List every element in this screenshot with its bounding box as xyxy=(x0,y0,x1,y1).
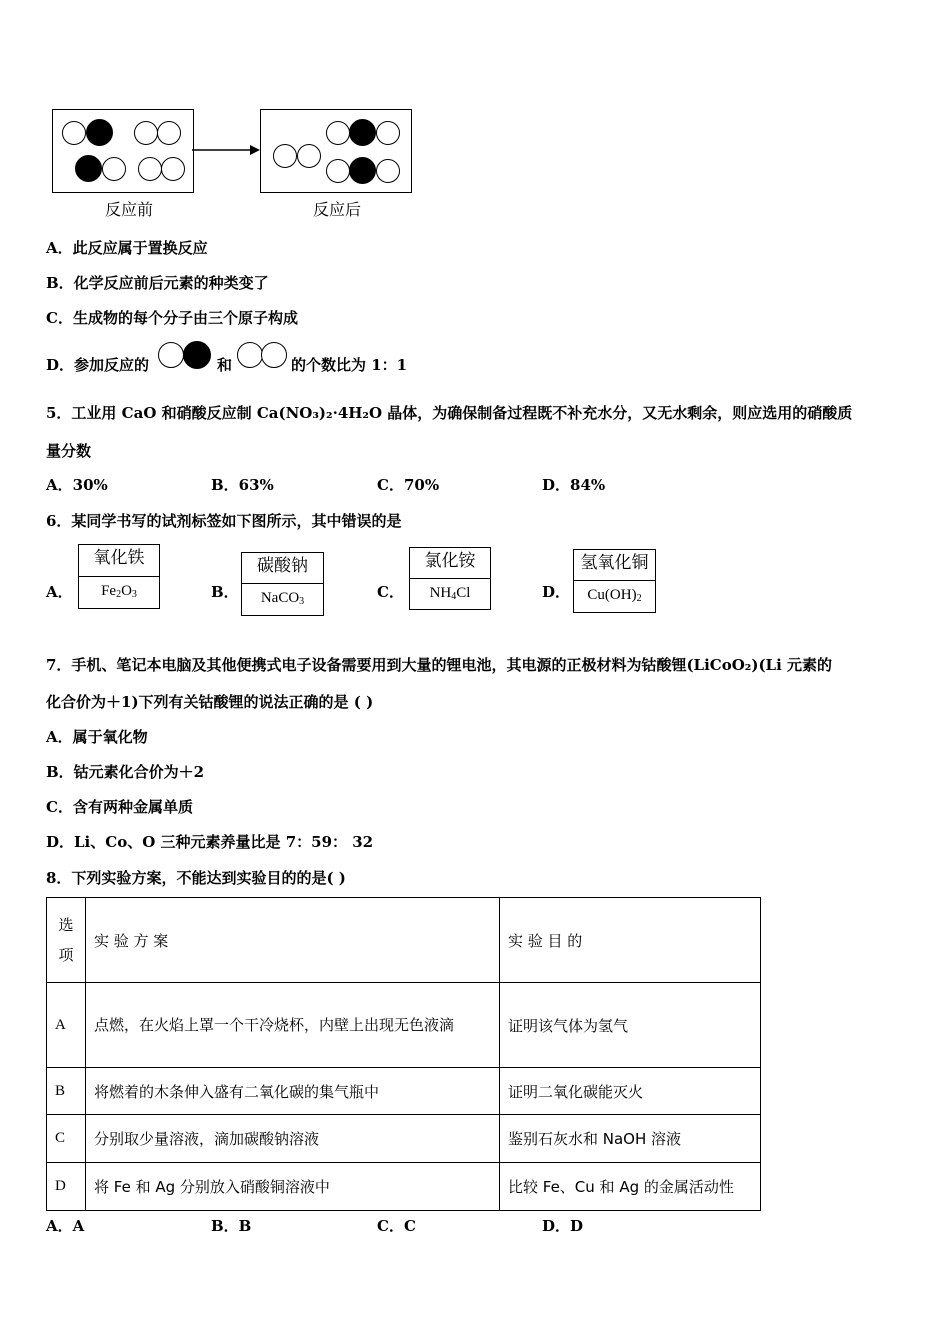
black-atom xyxy=(86,119,113,146)
q8-option-c: C．C xyxy=(377,1217,416,1235)
white-atom xyxy=(326,159,350,183)
reagent-formula: $Fe_2O_3$ xyxy=(101,582,137,600)
q7-option-b: B．钴元素化合价为＋2 xyxy=(46,763,205,781)
q8-option-d: D．D xyxy=(542,1217,584,1235)
reagent-formula: $Cu(OH)_2$ xyxy=(587,587,642,604)
table-row xyxy=(47,1115,761,1163)
q4-option-b: B．化学反应前后元素的种类变了 xyxy=(46,274,269,292)
white-atom xyxy=(273,144,297,168)
row-goal: 比较 Fe、Cu 和 Ag 的金属活动性 xyxy=(500,1163,761,1211)
row-option: C xyxy=(47,1115,86,1163)
white-atom xyxy=(261,342,287,368)
q7-option-a: A．属于氧化物 xyxy=(46,728,148,746)
white-atom xyxy=(237,342,263,368)
q7-stem-line2: 化合价为＋1)下列有关钴酸锂的说法正确的是 ( ) xyxy=(46,693,374,711)
table-row xyxy=(47,1163,761,1211)
white-atom xyxy=(376,121,400,145)
row-plan: 分别取少量溶液，滴加碳酸钠溶液 xyxy=(86,1115,500,1163)
white-atom xyxy=(376,159,400,183)
q6-letter-a: A． xyxy=(46,583,73,601)
reagent-name: 氯化铵 xyxy=(410,548,490,579)
reagent-name: 碳酸钠 xyxy=(242,553,323,584)
row-option: B xyxy=(47,1068,86,1115)
reagent-formula: NaCO$_3$ xyxy=(260,590,305,607)
white-atom xyxy=(138,157,162,181)
q5-stem-line1: 5．工业用 CaO 和硝酸反应制 Ca(NO₃)₂·4H₂O 晶体，为确保制备过程既不补充水分，又无水剩余，则应选用的硝酸质 xyxy=(46,404,853,422)
black-atom xyxy=(349,119,376,146)
row-goal: 证明该气体为氢气 xyxy=(500,983,761,1068)
white-atom xyxy=(297,144,321,168)
white-atom xyxy=(158,342,184,368)
reagent-label-d xyxy=(573,549,656,613)
q5-option-b: B．63% xyxy=(211,476,274,494)
caption-before: 反应前 xyxy=(105,200,154,219)
black-atom xyxy=(75,155,102,182)
reagent-name: 氧化铁 xyxy=(79,545,159,577)
table-row xyxy=(47,983,761,1068)
q5-option-a: A．30% xyxy=(46,476,108,494)
black-atom xyxy=(183,341,211,369)
q7-stem-line1: 7．手机、笔记本电脑及其他便携式电子设备需要用到大量的锂电池，其电源的正极材料为钴酸锂(LiCoO₂)(Li 元素的 xyxy=(46,656,833,674)
q4-option-d-and: 和 xyxy=(217,356,233,374)
experiment-table xyxy=(46,897,761,1211)
q6-letter-b: B． xyxy=(211,583,239,601)
white-atom xyxy=(326,121,350,145)
row-plan: 将燃着的木条伸入盛有二氧化碳的集气瓶中 xyxy=(86,1068,500,1115)
reagent-label-c xyxy=(409,547,491,610)
q6-stem: 6．某同学书写的试剂标签如下图所示，其中错误的是 xyxy=(46,512,402,530)
header-plan: 实 验 方 案 xyxy=(86,898,500,983)
table-row xyxy=(47,1068,761,1115)
q4-option-c: C．生成物的每个分子由三个原子构成 xyxy=(46,309,298,327)
q8-option-b: B．B xyxy=(211,1217,252,1235)
reagent-name: 氢氧化铜 xyxy=(574,550,655,581)
row-plan: 点燃，在火焰上罩一个干冷烧杯，内壁上出现无色液滴 xyxy=(86,983,500,1068)
q5-stem-line2: 量分数 xyxy=(46,442,92,460)
q6-letter-c: C． xyxy=(377,583,404,601)
row-option: A xyxy=(47,983,86,1068)
reagent-label-a xyxy=(78,544,160,609)
row-goal: 证明二氧化碳能灭火 xyxy=(500,1068,761,1115)
row-goal: 鉴别石灰水和 NaOH 溶液 xyxy=(500,1115,761,1163)
q5-option-d: D．84% xyxy=(542,476,606,494)
q4-option-d-suffix: 的个数比为 1：1 xyxy=(291,356,408,374)
q4-option-d-prefix: D．参加反应的 xyxy=(46,356,150,374)
q4-option-a: A．此反应属于置换反应 xyxy=(46,239,208,257)
header-option: 选项 xyxy=(47,898,86,983)
row-option: D xyxy=(47,1163,86,1211)
caption-after: 反应后 xyxy=(313,200,362,219)
q7-option-c: C．含有两种金属单质 xyxy=(46,798,193,816)
black-atom xyxy=(349,157,376,184)
table-header-row xyxy=(47,898,761,983)
white-atom xyxy=(157,121,181,145)
reagent-formula: $NH_4Cl$ xyxy=(429,584,471,602)
q8-option-a: A．A xyxy=(46,1217,85,1235)
reaction-arrow xyxy=(192,143,262,157)
white-atom xyxy=(161,157,185,181)
white-atom xyxy=(62,121,86,145)
white-atom xyxy=(134,121,158,145)
row-plan: 将 Fe 和 Ag 分别放入硝酸铜溶液中 xyxy=(86,1163,500,1211)
header-goal: 实 验 目 的 xyxy=(500,898,761,983)
q7-option-d: D．Li、Co、O 三种元素养量比是 7：59： 32 xyxy=(46,833,374,851)
q8-stem: 8．下列实验方案，不能达到实验目的的是( ) xyxy=(46,869,346,887)
q6-letter-d: D． xyxy=(542,583,571,601)
reagent-label-b xyxy=(241,552,324,616)
white-atom xyxy=(102,157,126,181)
q5-option-c: C．70% xyxy=(377,476,440,494)
